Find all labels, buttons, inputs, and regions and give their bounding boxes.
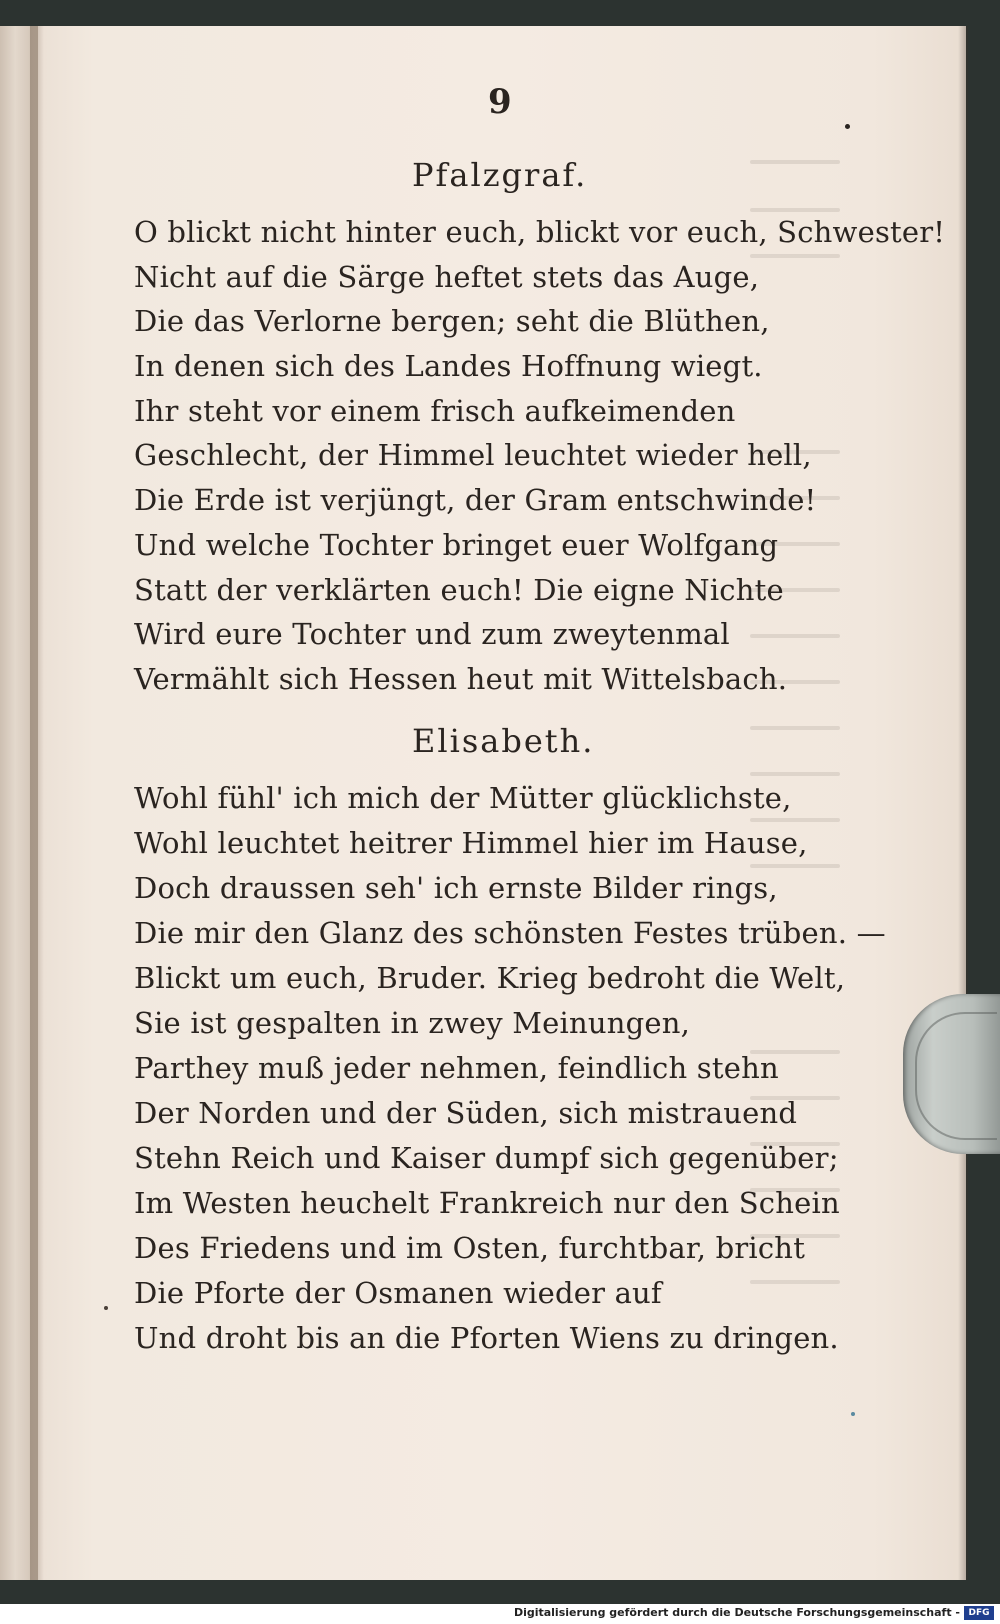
speaker-heading-elisabeth: Elisabeth. — [412, 722, 595, 760]
page-number: 9 — [488, 82, 512, 122]
right-edge-shadow — [958, 26, 968, 1580]
verse-line: Statt der verklärten euch! Die eigne Nichte — [134, 573, 784, 607]
binding-shadow — [30, 26, 44, 1580]
paper-speck — [104, 1306, 108, 1310]
verse-line: Parthey muß jeder nehmen, feindlich stehn — [134, 1051, 779, 1085]
clip-ridge — [915, 1012, 997, 1140]
verse-line: In denen sich des Landes Hoffnung wiegt. — [134, 349, 763, 383]
verse-line: Ihr steht vor einem frisch aufkeimenden — [134, 394, 736, 428]
verse-line: Stehn Reich und Kaiser dumpf sich gegenüber; — [134, 1141, 839, 1175]
verse-line: O blickt nicht hinter euch, blickt vor euch, Schwester! — [134, 215, 946, 249]
verse-line: Die Pforte der Osmanen wieder auf — [134, 1276, 662, 1310]
verse-line: Geschlecht, der Himmel leuchtet wieder hell, — [134, 438, 812, 472]
verse-line: Im Westen heuchelt Frankreich nur den Schein — [134, 1186, 840, 1220]
verse-line: Wohl leuchtet heitrer Himmel hier im Hause, — [134, 826, 808, 860]
scanner-page-clip — [903, 994, 1000, 1154]
verse-line: Blickt um euch, Bruder. Krieg bedroht die Welt, — [134, 961, 846, 995]
verse-line: Sie ist gespalten in zwey Meinungen, — [134, 1006, 691, 1040]
verse-line: Wird eure Tochter und zum zweytenmal — [134, 617, 730, 651]
verse-line: Die mir den Glanz des schönsten Festes trüben. — — [134, 916, 886, 950]
verse-line: Der Norden und der Süden, sich mistrauend — [134, 1096, 798, 1130]
verse-line: Und droht bis an die Pforten Wiens zu dringen. — [134, 1321, 839, 1355]
verse-line: Die Erde ist verjüngt, der Gram entschwinde! — [134, 483, 817, 517]
verse-line: Doch draussen seh' ich ernste Bilder rings, — [134, 871, 778, 905]
verse-line: Und welche Tochter bringet euer Wolfgang — [134, 528, 779, 562]
dfg-logo: DFG — [964, 1606, 994, 1620]
verse-line: Des Friedens und im Osten, furchtbar, bricht — [134, 1231, 806, 1265]
verse-line: Wohl fühl' ich mich der Mütter glücklichste, — [134, 781, 792, 815]
paper-speck — [845, 124, 850, 129]
verse-line: Die das Verlorne bergen; seht die Blüthen, — [134, 304, 770, 338]
paper-speck — [851, 1412, 855, 1416]
speaker-heading-pfalzgraf: Pfalzgraf. — [412, 156, 588, 194]
verse-line: Vermählt sich Hessen heut mit Wittelsbach. — [134, 662, 788, 696]
funding-credit: Digitalisierung gefördert durch die Deutsche Forschungsgemeinschaft - — [513, 1606, 960, 1619]
verse-line: Nicht auf die Särge heftet stets das Auge, — [134, 260, 760, 294]
